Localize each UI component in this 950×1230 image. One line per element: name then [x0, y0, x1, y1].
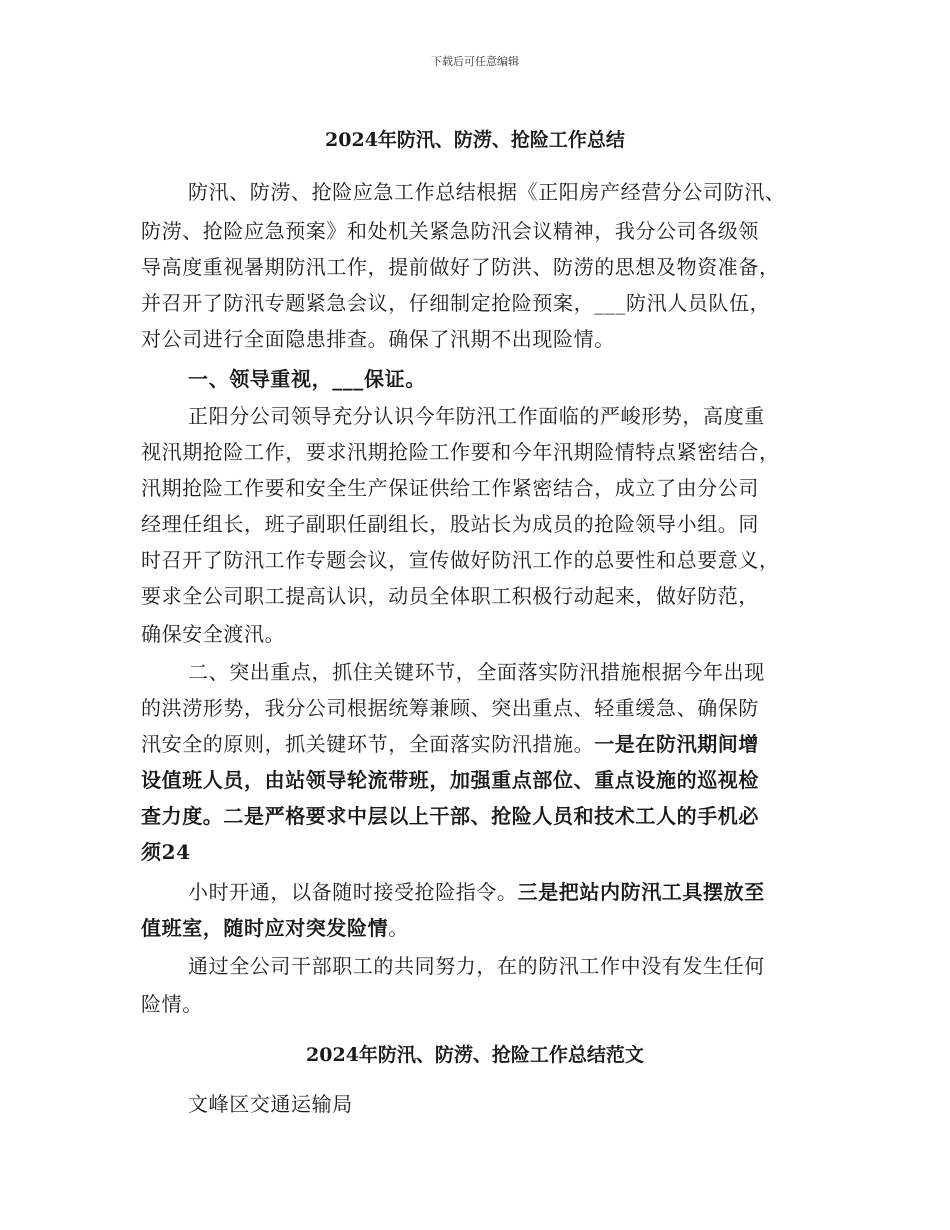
second-document-title: 2024年防汛、防涝、抢险工作总结范文: [306, 1044, 644, 1066]
closing-line-1: 通过全公司干部职工的共同努力，在的防汛工作中没有发生任何: [188, 954, 765, 978]
section-2-line-8-bold: 值班室，随时应对突发险情: [141, 916, 389, 940]
intro-line-4: 并召开了防汛专题紧急会议，仔细制定抢险预案，___防汛人员队伍，: [141, 291, 771, 315]
section-2-line-8: [141, 912, 409, 941]
intro-line-2: 防涝、抢险应急预案》和处机关紧急防汛会议精神，我分公司各级领: [141, 219, 759, 243]
section-2-line-3: [141, 728, 759, 757]
second-document-author: 文峰区交通运输局: [188, 1092, 353, 1116]
section-1-line-5: 时召开了防汛工作专题会议，宣传做好防汛工作的总要性和总要意义，: [141, 548, 780, 572]
section-2-line-7-bold: 三是把站内防汛工具摆放至: [517, 880, 765, 904]
section-1-heading: 一、领导重视，___保证。: [188, 367, 426, 391]
section-2-line-1: 二、突出重点，抓住关键环节，全面落实防汛措施根据今年出现: [188, 660, 765, 684]
section-2-line-3-bold: 一是在防汛期间增: [594, 732, 760, 756]
document-title: 2024年防汛、防涝、抢险工作总结: [325, 129, 625, 151]
section-1-line-2: 视汛期抢险工作，要求汛期抢险工作要和今年汛期险情特点紧密结合，: [141, 440, 780, 464]
page-header: 下载后可任意编辑: [431, 55, 519, 68]
section-1-line-4: 经理任组长，班子副职任副组长，股站长为成员的抢险领导小组。同: [141, 512, 759, 536]
closing-line-2: 险情。: [141, 992, 203, 1016]
section-1-line-1: 正阳分公司领导充分认识今年防汛工作面临的严峻形势，高度重: [188, 404, 765, 428]
section-2-line-6: 须24: [141, 840, 191, 864]
section-2-line-2: 的洪涝形势，我分公司根据统筹兼顾、突出重点、轻重缓急、确保防: [141, 696, 759, 720]
section-1-line-3: 汛期抢险工作要和安全生产保证供给工作紧密结合，成立了由分公司: [141, 476, 759, 500]
section-2-line-7: [188, 876, 765, 905]
intro-line-1: 防汛、防涝、抢险应急工作总结根据《正阳房产经营分公司防汛、: [188, 180, 786, 204]
section-2-line-5: 查力度。二是严格要求中层以上干部、抢险人员和技术工人的手机必: [141, 804, 759, 828]
section-2-line-8-text: 。: [388, 916, 409, 940]
section-1-line-6: 要求全公司职工提高认识，动员全体职工积极行动起来，做好防范，: [141, 584, 759, 608]
section-1-line-7: 确保安全渡汛。: [141, 622, 286, 646]
section-2-line-4: 设值班人员，由站领导轮流带班，加强重点部位、重点设施的巡视检: [141, 768, 759, 792]
section-2-line-7-text: 小时开通，以备随时接受抢险指令。: [188, 880, 518, 904]
intro-line-3: 导高度重视暑期防汛工作，提前做好了防洪、防涝的思想及物资准备，: [141, 255, 780, 279]
intro-line-5: 对公司进行全面隐患排查。确保了汛期不出现险情。: [141, 327, 615, 351]
section-2-line-3-text: 汛安全的原则，抓关键环节，全面落实防汛措施。: [141, 732, 595, 756]
